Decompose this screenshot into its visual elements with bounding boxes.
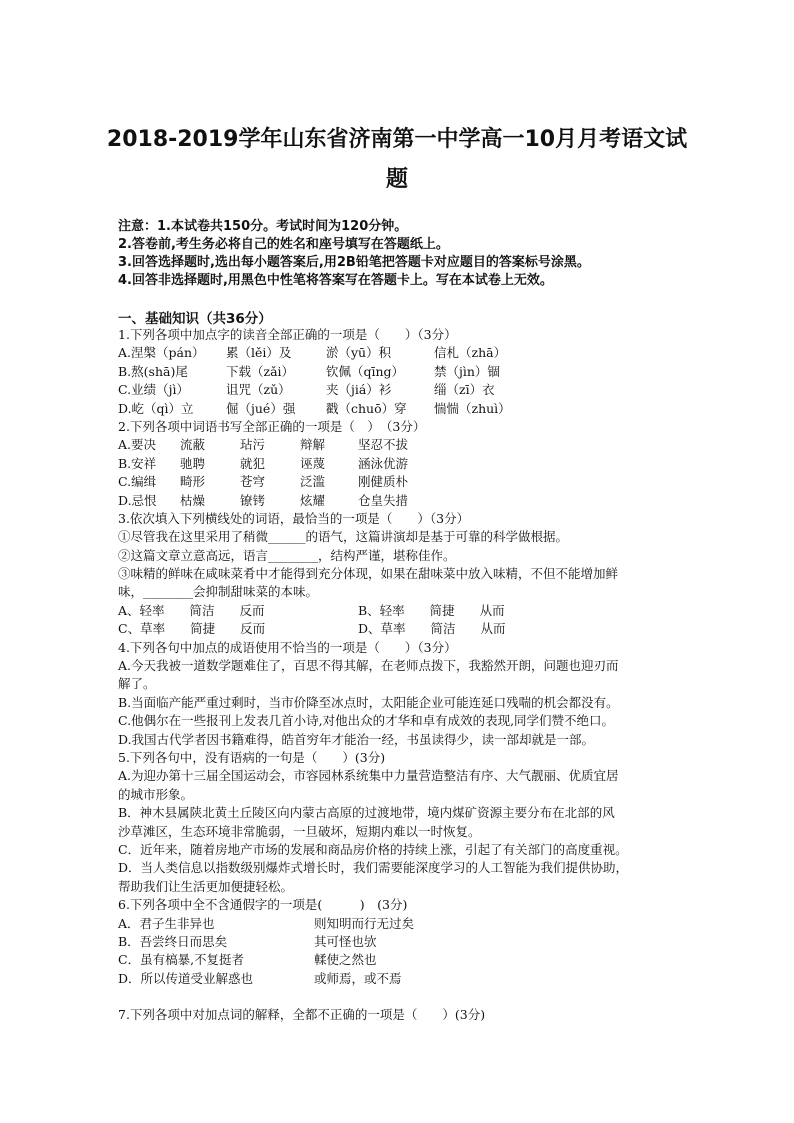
q2-option-c <box>118 473 688 491</box>
q1-stem: 1.下列各项中加点字的读音全部正确的一项是（ ）（3分） <box>118 327 457 342</box>
q6-b-2: 其可怪也欤 <box>314 933 377 949</box>
q5-option-d-line2: 帮助我们让生活更加便捷轻松。 <box>118 878 294 894</box>
q6-d-2: 或师焉，或不焉 <box>314 970 402 986</box>
q3-sentence-2: ②这篇文章立意高远，语言________，结构严谨，堪称佳作。 <box>118 547 456 563</box>
q1-d-3: 戳（chuō）穿 <box>326 400 407 416</box>
q6-option-d <box>118 970 688 988</box>
q1-d-4: 惴惴（zhuì） <box>434 400 511 416</box>
spacer <box>118 988 688 1006</box>
q2-option-b <box>118 455 688 473</box>
q2-c-4: 泛滥 <box>300 474 326 490</box>
q6-option-c <box>118 951 688 969</box>
q5-option-a-line1: A.为迎办第十三届全国运动会，市容园林系统集中力量营造整洁有序、大气靓丽、优质宜居 <box>118 768 619 784</box>
exam-body <box>118 326 688 1024</box>
q5-option-b-line2: 沙草滩区，生态环境非常脆弱，一旦破坏，短期内难以一时恢复。 <box>118 823 481 839</box>
q4-option-d: D.我国古代学者因书籍难得，皓首穷年才能治一经，书虽读得少，读一部却就是一部。 <box>118 731 595 747</box>
q4-option-a-line2: 解了。 <box>118 676 156 692</box>
q1-a-3: 淤（yū）积 <box>326 345 392 361</box>
q2-a-3: 玷污 <box>240 437 266 453</box>
q1-d-1: D.屹（qì）立 <box>118 400 194 416</box>
q2-b-1: B.安祥 <box>118 455 157 471</box>
exam-title-line1: 2018-2019学年山东省济南第一中学高一10月月考语文试 <box>106 127 688 152</box>
exam-title-line2: 题 <box>385 167 408 192</box>
q4-option-b: B.当面临产能严重过剩时，当市价降至冰点时，太阳能企业可能连延口残喘的机会都没有。 <box>118 694 619 710</box>
q1-b-4: 禁（jìn）锢 <box>434 363 500 379</box>
q2-b-3: 就犯 <box>240 455 266 471</box>
q7-stem: 7.下列各项中对加点词的解释，全都不正确的一项是（ ）(3分) <box>118 1007 486 1023</box>
q6-option-b <box>118 933 688 951</box>
q2-c-5: 刚健质朴 <box>358 474 409 490</box>
q2-a-5: 坚忍不拔 <box>358 437 409 453</box>
exam-notes <box>118 218 738 290</box>
q6-d-1: D．所以传道受业解惑也 <box>118 970 254 986</box>
q6-a-1: A．君子生非异也 <box>118 915 215 931</box>
q6-stem: 6.下列各项中全不含通假字的一项是( ) (3分) <box>118 897 408 913</box>
q1-a-4: 信札（zhā） <box>434 345 507 361</box>
q1-c-2: 诅咒（zǔ） <box>226 382 291 398</box>
q4-option-c: C.他偶尔在一些报刊上发表几首小诗,对他出众的才华和卓有成效的表现,同学们赞不绝口。 <box>118 713 615 729</box>
q2-a-1: A.要决 <box>118 437 157 453</box>
q3-sentence-3a: ③味精的鲜味在咸味菜肴中才能得到充分体现，如果在甜味菜中放入味精，不但不能增加鲜 <box>118 566 619 582</box>
q1-b-3: 钦佩（qīng） <box>326 363 405 379</box>
q2-c-1: C.编缉 <box>118 474 157 490</box>
q1-option-b <box>118 363 688 381</box>
q2-d-2: 枯燥 <box>180 492 206 508</box>
q2-c-3: 苍穹 <box>240 474 266 490</box>
q1-a-2: 累（lěi）及 <box>226 345 292 361</box>
q2-option-a <box>118 436 688 454</box>
q2-d-4: 炫耀 <box>300 492 326 508</box>
q6-option-a <box>118 915 688 933</box>
q6-a-2: 则知明而行无过矣 <box>314 915 415 931</box>
q5-option-a-line2: 的城市形象。 <box>118 786 194 802</box>
q1-b-2: 下载（zǎi） <box>226 363 295 379</box>
q3-stem: 3.依次填入下列横线处的词语，最恰当的一项是（ ）（3分） <box>118 510 470 526</box>
q4-option-a-line1: A.今天我被一道数学题难住了，百思不得其解，在老师点拨下，我豁然开朗，问题也迎刃而 <box>118 658 619 674</box>
q3-options-cd <box>118 620 688 638</box>
q2-b-4: 诬蔑 <box>300 455 326 471</box>
q1-d-2: 倔（jué）强 <box>226 400 296 416</box>
q3-options-ab <box>118 602 688 620</box>
q1-option-a <box>118 344 688 362</box>
q3-option-b: B、轻率 简捷 从而 <box>358 602 505 618</box>
q3-sentence-1: ①尽管我在这里采用了稍微______的语气，这篇讲演却是基于可靠的科学做根据。 <box>118 529 569 545</box>
q1-option-c <box>118 381 688 399</box>
note-1: 注意：1.本试卷共150分。考试时间为120分钟。 <box>118 219 408 234</box>
note-4: 4.回答非选择题时,用黑色中性笔将答案写在答题卡上。写在本试卷上无效。 <box>118 273 553 288</box>
q3-option-d: D、草率 简洁 从而 <box>358 621 506 637</box>
q5-option-b-line1: B．神木县属陕北黄土丘陵区向内蒙古高原的过渡地带，境内煤矿资源主要分布在北部的风 <box>118 805 615 821</box>
q6-c-2: 輮使之然也 <box>314 952 377 968</box>
q4-stem: 4.下列各句中加点的成语使用不恰当的一项是（ ）（3分） <box>118 639 457 655</box>
q6-c-1: C．虽有槁暴,不复挺者 <box>118 952 245 968</box>
section-heading: 一、基础知识（共36分） <box>118 311 272 327</box>
q2-a-2: 流蔽 <box>180 437 206 453</box>
q2-d-5: 仓皇失措 <box>358 492 409 508</box>
q1-option-d <box>118 400 688 418</box>
q5-option-d-line1: D．当人类信息以指数级别爆炸式增长时，我们需要能深度学习的人工智能为我们提供协助， <box>118 860 629 876</box>
q1-c-3: 夹（jiá）衫 <box>326 382 392 398</box>
q2-c-2: 畸形 <box>180 474 206 490</box>
q3-sentence-3b: 味，________会抑制甜味菜的本味。 <box>118 584 319 600</box>
q2-d-1: D.忌恨 <box>118 492 157 508</box>
q2-d-3: 镣铐 <box>240 492 266 508</box>
note-3: 3.回答选择题时,选出每小题答案后,用2B铅笔把答题卡对应题目的答案标号涂黑。 <box>118 255 590 270</box>
q3-option-a: A、轻率 简洁 反而 <box>118 602 265 618</box>
q1-c-1: C.业绩（jì） <box>118 382 189 398</box>
q5-option-c: C．近年来，随着房地产市场的发展和商品房价格的持续上涨，引起了有关部门的高度重视。 <box>118 841 628 857</box>
q2-option-d <box>118 492 688 510</box>
q1-a-1: A.涅槃（pán） <box>118 345 205 361</box>
q2-a-4: 辩解 <box>300 437 326 453</box>
q5-stem: 5.下列各句中，没有语病的一句是（ ）(3分) <box>118 749 386 765</box>
q2-b-2: 驰聘 <box>180 455 206 471</box>
q1-c-4: 缁（zī）衣 <box>434 382 495 398</box>
q2-b-5: 涵泳优游 <box>358 455 409 471</box>
q6-b-1: B．吾尝终日而思矣 <box>118 933 228 949</box>
q2-stem: 2.下列各项中词语书写全部正确的一项是（ ） （3分） <box>118 418 426 434</box>
q1-b-1: B.熬(shā)尾 <box>118 363 188 379</box>
q3-option-c: C、草率 简捷 反而 <box>118 621 266 637</box>
note-2: 2.答卷前,考生务必将自己的姓名和座号填写在答题纸上。 <box>118 237 449 252</box>
